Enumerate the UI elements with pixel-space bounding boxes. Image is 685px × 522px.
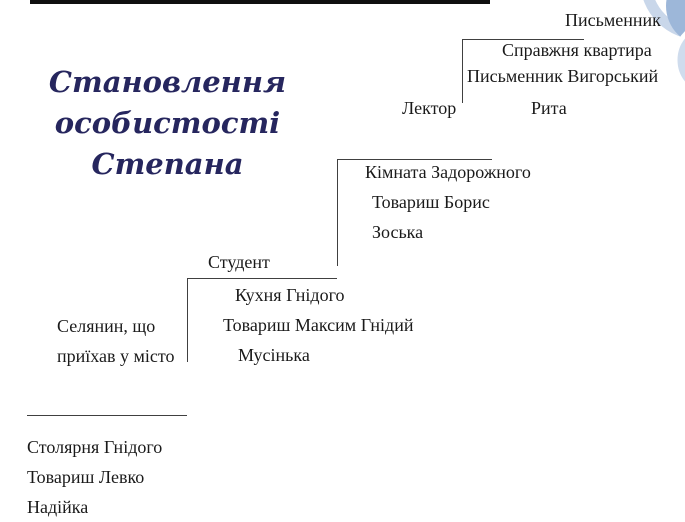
step1-woman: Рита — [531, 98, 567, 118]
step3-woman: Мусінька — [238, 345, 310, 365]
title-line-3: Степана — [91, 147, 244, 181]
base-place: Столярня Гнідого — [27, 437, 163, 457]
step2-friend: Товариш Борис — [372, 192, 490, 212]
step3-place: Кухня Гнідого — [235, 285, 345, 305]
title-line-2: особистості — [54, 106, 281, 140]
base-separator-line — [27, 415, 187, 416]
step2-woman: Зоська — [372, 222, 424, 242]
step1-place: Справжня квартира — [502, 40, 652, 60]
step2-line-horizontal — [337, 159, 492, 160]
base-friend: Товариш Левко — [27, 467, 145, 487]
top-edge-bar — [30, 0, 490, 4]
step3-line-horizontal — [187, 278, 337, 279]
step2-status-label: Студент — [208, 252, 270, 272]
ladder-top-label: Письменник — [565, 10, 661, 30]
step1-status-label: Лектор — [402, 98, 457, 118]
title-line-1: Становлення — [48, 65, 287, 99]
step3-line-vertical — [187, 278, 188, 362]
step3-friend: Товариш Максим Гнідий — [223, 315, 414, 335]
step1-line-vertical — [462, 39, 463, 103]
step2-place: Кімната Задорожного — [365, 162, 531, 182]
step3-status-line-2: приїхав у місто — [57, 346, 175, 366]
slide-title — [35, 62, 300, 185]
step2-line-vertical — [337, 159, 338, 266]
base-woman: Надійка — [27, 497, 89, 517]
step3-status-line-1: Селянин, що — [57, 316, 156, 336]
step1-friend: Письменник Вигорський — [467, 66, 659, 86]
